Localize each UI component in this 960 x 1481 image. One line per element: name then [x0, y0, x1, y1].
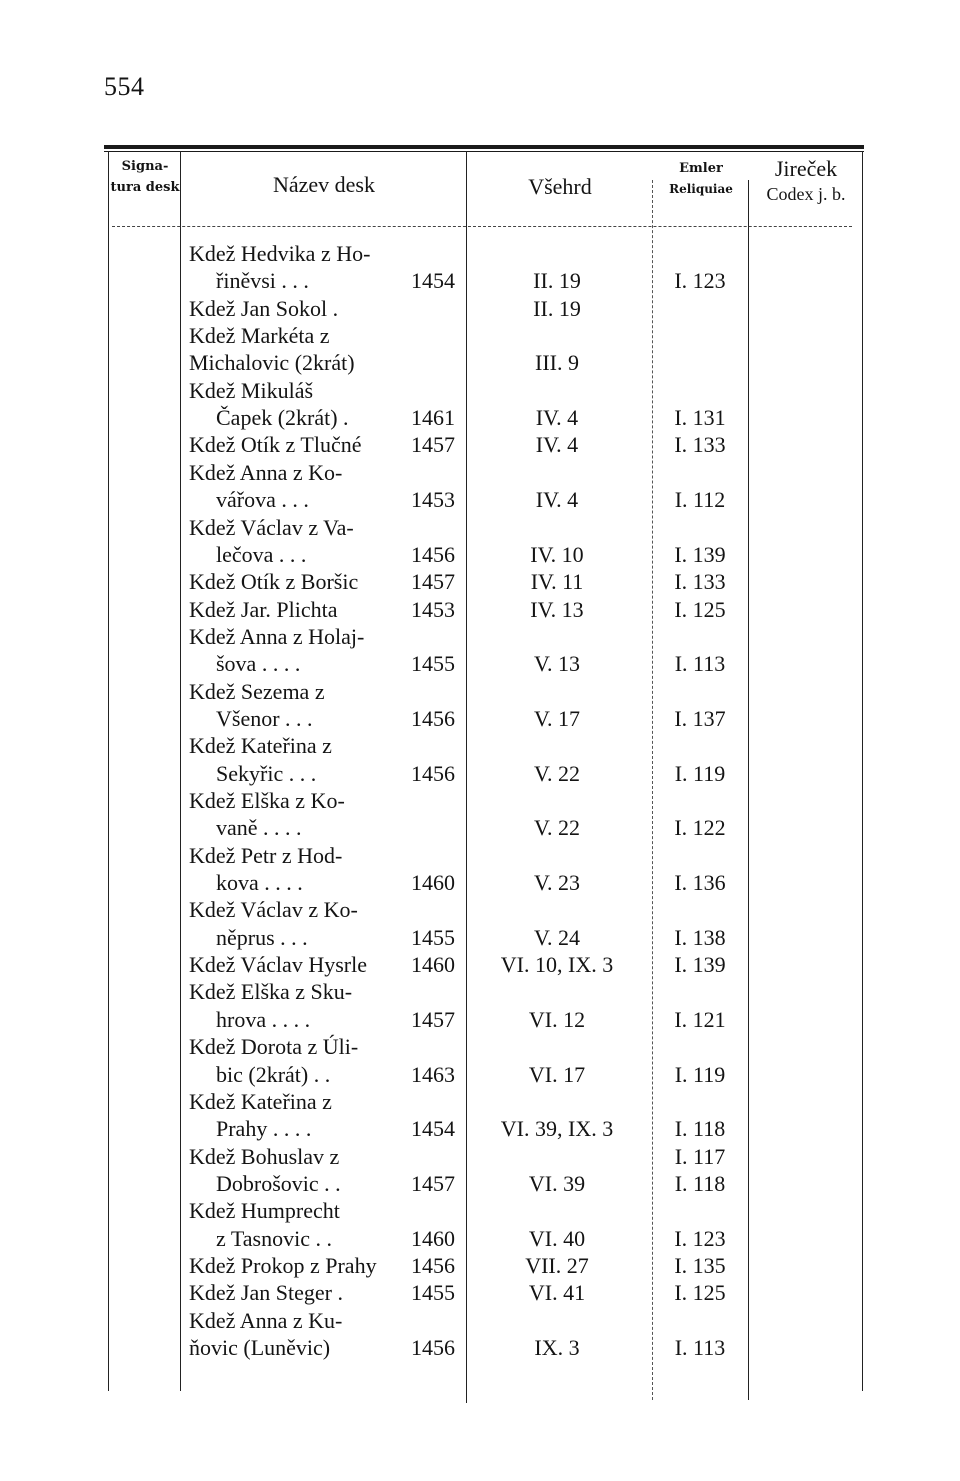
table-row	[0, 1252, 960, 1279]
desk-name: Kdež Bohuslav z	[189, 1143, 340, 1169]
desk-name: Kdež Anna z Ku-	[189, 1307, 343, 1333]
page-number: 554	[104, 72, 145, 101]
desk-year: 1457	[411, 1006, 455, 1032]
header-jirecek-line2: Codex j. b.	[766, 184, 846, 204]
desk-name-cell	[189, 978, 455, 1005]
table-row	[0, 814, 960, 841]
desk-name: Sekyřic . . .	[216, 760, 317, 786]
desk-name: Kdež Sezema z	[189, 678, 325, 704]
desk-name-cell	[216, 541, 455, 568]
table-row	[0, 404, 960, 431]
desk-name: Kdež Václav z Ko-	[189, 897, 358, 923]
emler-ref: I. 125	[674, 596, 726, 622]
desk-name: Kdež Otík z Boršic	[189, 569, 359, 595]
desk-name: Kdež Anna z Ko-	[189, 459, 343, 485]
header-signatura-line1: Signa-	[121, 159, 169, 174]
table-row	[0, 623, 960, 650]
table-row	[0, 951, 960, 978]
desk-year: 1457	[411, 432, 455, 458]
desk-name-cell	[189, 377, 455, 404]
desk-name-cell	[216, 924, 455, 951]
vsehrd-ref: V. 22	[533, 815, 581, 841]
table-row	[0, 842, 960, 869]
desk-name-cell	[189, 1197, 455, 1224]
desk-name-cell	[189, 732, 455, 759]
desk-year: 1456	[411, 760, 455, 786]
emler-ref: I. 135	[674, 1252, 726, 1278]
desk-name-cell	[189, 322, 455, 349]
emler-ref: I. 117	[674, 1143, 726, 1169]
top-rule-thin	[104, 151, 864, 152]
header-emler-line2: Reliquiae	[669, 182, 733, 196]
table-row	[0, 349, 960, 376]
desk-name-cell	[189, 1143, 455, 1170]
desk-name: Kdež Humprecht	[189, 1198, 340, 1224]
header-nazev: Název desk	[272, 172, 375, 197]
header-emler-line1: Emler	[679, 161, 723, 176]
desk-year: 1461	[411, 405, 455, 431]
table-row	[0, 486, 960, 513]
vsehrd-ref: V. 13	[533, 651, 581, 677]
desk-name: Kdež Elška z Sku-	[189, 979, 353, 1005]
table-row	[0, 1197, 960, 1224]
emler-ref: I. 122	[674, 815, 726, 841]
emler-ref: I. 123	[674, 1225, 726, 1251]
table-row	[0, 431, 960, 458]
vsehrd-ref: VI. 10, IX. 3	[500, 952, 614, 978]
table-row	[0, 896, 960, 923]
table-row	[0, 1307, 960, 1334]
desk-name: Kdež Otík z Tlučné	[189, 432, 362, 458]
vsehrd-ref: IX. 3	[534, 1335, 580, 1360]
desk-name-cell	[189, 787, 455, 814]
desk-name: Kdež Kateřina z	[189, 1088, 332, 1114]
desk-name: vářova . . .	[216, 487, 309, 513]
desk-name: Kdež Jar. Plichta	[189, 596, 338, 622]
desk-name: řiněvsi . . .	[216, 268, 309, 294]
desk-name: z Tasnovic . .	[216, 1225, 332, 1251]
vsehrd-ref: IV. 4	[535, 432, 579, 458]
vsehrd-ref: VI. 39, IX. 3	[500, 1116, 614, 1142]
emler-ref: I. 118	[674, 1116, 726, 1142]
header-jirecek	[750, 158, 862, 203]
desk-year: 1457	[411, 1170, 455, 1196]
desk-name-cell	[216, 814, 455, 841]
desk-name: Čapek (2krát) .	[216, 405, 349, 431]
desk-name: Kdež Dorota z Úli-	[189, 1034, 359, 1060]
vsehrd-ref: IV. 10	[530, 541, 584, 567]
table-row	[0, 787, 960, 814]
desk-name: Kdež Václav z Va-	[189, 514, 354, 540]
vsehrd-ref: VI. 12	[528, 1006, 586, 1032]
desk-name-cell	[189, 623, 455, 650]
header-jirecek-line1: Jireček	[774, 156, 838, 181]
header-emler	[655, 162, 747, 195]
desk-year: 1457	[411, 569, 455, 595]
desk-name-cell	[189, 1334, 455, 1361]
vsehrd-ref: VI. 41	[528, 1280, 586, 1306]
desk-name-cell	[189, 240, 455, 267]
vsehrd-ref: II. 19	[533, 268, 581, 294]
desk-name-cell	[189, 596, 455, 623]
desk-year: 1453	[411, 487, 455, 513]
desk-year: 1454	[411, 1116, 455, 1142]
emler-ref: I. 133	[674, 432, 726, 458]
emler-ref: I. 138	[674, 924, 726, 950]
desk-name: hrova . . . .	[216, 1006, 311, 1032]
desk-name: kova . . . .	[216, 870, 303, 896]
desk-year: 1463	[411, 1061, 455, 1087]
desk-name: šova . . . .	[216, 651, 301, 677]
desk-name-cell	[216, 1170, 455, 1197]
desk-name-cell	[216, 1006, 455, 1033]
desk-year: 1455	[411, 924, 455, 950]
desk-name-cell	[216, 869, 455, 896]
table-row	[0, 295, 960, 322]
desk-name-cell	[216, 760, 455, 787]
vsehrd-ref: IV. 13	[530, 596, 584, 622]
table-row	[0, 760, 960, 787]
desk-year: 1456	[411, 541, 455, 567]
emler-ref: I. 136	[674, 870, 726, 896]
desk-name-cell	[189, 1252, 455, 1279]
table-row	[0, 514, 960, 541]
emler-ref: I. 119	[674, 1061, 726, 1087]
desk-year: 1455	[411, 651, 455, 677]
vsehrd-ref: VI. 40	[528, 1225, 586, 1251]
header-vsehrd: Všehrd	[528, 174, 592, 199]
header-signatura-line2: tura desk	[110, 180, 180, 195]
table-row	[0, 1061, 960, 1088]
desk-name: něprus . . .	[216, 924, 308, 950]
desk-year: 1455	[411, 1280, 455, 1306]
desk-name-cell	[189, 514, 455, 541]
desk-name-cell	[216, 486, 455, 513]
desk-name-cell	[189, 951, 455, 978]
desk-name-cell	[189, 678, 455, 705]
vsehrd-ref: VI. 17	[528, 1061, 586, 1087]
desk-name: ňovic (Luněvic)	[189, 1335, 331, 1360]
vsehrd-ref: VII. 27	[525, 1252, 589, 1278]
vsehrd-ref: III. 9	[535, 350, 579, 376]
desk-name-cell	[189, 1088, 455, 1115]
table-row	[0, 267, 960, 294]
vsehrd-ref: V. 22	[533, 760, 581, 786]
desk-name: Kdež Jan Sokol .	[189, 295, 339, 321]
desk-name: Kdež Hedvika z Ho-	[189, 241, 371, 266]
table-row	[0, 650, 960, 677]
vsehrd-ref: IV. 4	[535, 487, 579, 513]
desk-name: vaně . . . .	[216, 815, 302, 841]
desk-name: Kdež Kateřina z	[189, 733, 332, 759]
emler-ref: I. 133	[674, 569, 726, 595]
table-row	[0, 678, 960, 705]
header-rule	[112, 226, 852, 227]
desk-name-cell	[216, 1061, 455, 1088]
vsehrd-ref: V. 23	[533, 870, 581, 896]
desk-name: Kdež Petr z Hod-	[189, 842, 343, 868]
desk-name-cell	[216, 404, 455, 431]
desk-name-cell	[216, 650, 455, 677]
desk-name: Kdež Václav Hysrle	[189, 952, 367, 978]
desk-name-cell	[189, 459, 455, 486]
desk-name-cell	[216, 1225, 455, 1252]
table-row	[0, 377, 960, 404]
vsehrd-ref: VI. 39	[528, 1170, 586, 1196]
desk-name: Kdež Elška z Ko-	[189, 788, 345, 813]
desk-year: 1460	[411, 952, 455, 978]
emler-ref: I. 121	[674, 1006, 726, 1032]
table-row	[0, 732, 960, 759]
desk-name: Kdež Markéta z	[189, 323, 330, 349]
emler-ref: I. 125	[674, 1280, 726, 1306]
desk-name: Kdež Jan Steger .	[189, 1280, 343, 1306]
desk-name-cell	[189, 1279, 455, 1306]
table-row	[0, 869, 960, 896]
desk-name: Kdež Mikuláš	[189, 377, 314, 403]
emler-ref: I. 112	[674, 487, 726, 513]
table-row	[0, 1088, 960, 1115]
desk-name-cell	[216, 267, 455, 294]
vsehrd-ref: II. 19	[533, 295, 581, 321]
desk-year: 1456	[411, 705, 455, 731]
vsehrd-ref: IV. 11	[530, 569, 584, 595]
desk-name-cell	[189, 349, 455, 376]
desk-name-cell	[189, 1307, 455, 1334]
emler-ref: I. 137	[674, 705, 726, 731]
emler-ref: I. 131	[674, 405, 726, 431]
desk-name-cell	[189, 568, 455, 595]
table-row	[0, 1225, 960, 1252]
desk-name-cell	[189, 842, 455, 869]
table-row	[0, 705, 960, 732]
table-row	[0, 1143, 960, 1170]
table-row	[0, 924, 960, 951]
emler-ref: I. 119	[674, 760, 726, 786]
desk-name-cell	[189, 431, 455, 458]
table-row	[0, 459, 960, 486]
desk-name: Kdež Prokop z Prahy	[189, 1252, 377, 1278]
desk-name: lečova . . .	[216, 541, 307, 567]
table-row	[0, 1334, 960, 1361]
desk-year: 1456	[411, 1252, 455, 1278]
emler-ref: I. 118	[674, 1170, 726, 1196]
vsehrd-ref: IV. 4	[535, 405, 579, 431]
desk-name-cell	[189, 896, 455, 923]
table-row	[0, 596, 960, 623]
table-row	[0, 1279, 960, 1306]
header-signatura	[110, 160, 180, 194]
desk-year: 1454	[411, 268, 455, 294]
emler-ref: I. 113	[674, 1335, 726, 1360]
vsehrd-ref: V. 24	[533, 924, 581, 950]
desk-name: bic (2krát) . .	[216, 1061, 331, 1087]
desk-year: 1460	[411, 870, 455, 896]
desk-name: Prahy . . . .	[216, 1116, 312, 1142]
table-row	[0, 978, 960, 1005]
emler-ref: I. 139	[674, 952, 726, 978]
table-row	[0, 568, 960, 595]
emler-ref: I. 113	[674, 651, 726, 677]
desk-name: Michalovic (2krát)	[189, 350, 355, 376]
desk-year: 1460	[411, 1225, 455, 1251]
top-rule-thick	[104, 145, 864, 149]
desk-name-cell	[189, 295, 455, 322]
desk-year: 1456	[411, 1335, 455, 1360]
desk-name-cell	[189, 1033, 455, 1060]
desk-year: 1453	[411, 596, 455, 622]
emler-ref: I. 123	[674, 268, 726, 294]
table-row	[0, 240, 960, 267]
table-row	[0, 1033, 960, 1060]
desk-name-cell	[216, 705, 455, 732]
table-row	[0, 322, 960, 349]
desk-name-cell	[216, 1115, 455, 1142]
table-row	[0, 1170, 960, 1197]
table-row	[0, 1115, 960, 1142]
emler-ref: I. 139	[674, 541, 726, 567]
desk-name: Všenor . . .	[216, 705, 313, 731]
vsehrd-ref: V. 17	[533, 705, 581, 731]
table-row	[0, 541, 960, 568]
desk-name: Dobrošovic . .	[216, 1170, 341, 1196]
desk-name: Kdež Anna z Holaj-	[189, 623, 365, 649]
table-row	[0, 1006, 960, 1033]
